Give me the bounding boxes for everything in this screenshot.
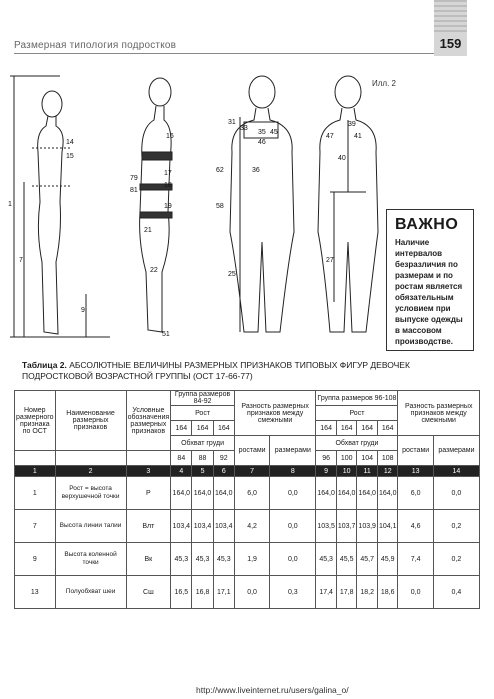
row-name: Полуобхват шеи	[55, 576, 126, 609]
row-value: 18,2	[357, 576, 378, 609]
col-number: 11	[357, 466, 378, 477]
svg-text:36: 36	[252, 167, 260, 174]
row-value: 164,0	[336, 477, 357, 510]
important-title: ВАЖНО	[395, 216, 459, 233]
page-number: 159	[439, 36, 462, 51]
row-value: 103,5	[316, 510, 337, 543]
row-value: 45,5	[336, 543, 357, 576]
svg-text:9: 9	[81, 307, 85, 314]
svg-text:45: 45	[270, 129, 278, 136]
col-header-group1: Группа размеров 84-92	[171, 391, 235, 406]
table-caption-text: АБСОЛЮТНЫЕ ВЕЛИЧИНЫ РАЗМЕРНЫХ ПРИЗНАКОВ ТИПОВЫХ ФИГУР ДЕВОЧЕК ПОДРОСТКОВОЙ ВОЗРАСТНОЙ ГРУППЫ (ОСТ 17-66-77)	[22, 360, 410, 381]
table-row	[15, 543, 480, 576]
row-value: 164,0	[377, 477, 398, 510]
col-number: 4	[171, 466, 192, 477]
row-value: 0,0	[270, 477, 316, 510]
col-number: 6	[213, 466, 234, 477]
svg-text:51: 51	[162, 331, 170, 338]
svg-text:39: 39	[348, 121, 356, 128]
row-value: 1,9	[234, 543, 269, 576]
row-value: 17,8	[336, 576, 357, 609]
row-value: 0,0	[270, 543, 316, 576]
svg-text:7: 7	[19, 257, 23, 264]
row-num: 9	[15, 543, 56, 576]
row-num: 13	[15, 576, 56, 609]
row-value: 0,3	[270, 576, 316, 609]
svg-text:46: 46	[258, 139, 266, 146]
row-value: 0,0	[270, 510, 316, 543]
obh2-value: 104	[357, 451, 378, 466]
row-value: 0,0	[398, 576, 433, 609]
row-name: Высота коленной точки	[55, 543, 126, 576]
svg-text:16: 16	[166, 133, 174, 140]
rost1-value: 164	[171, 421, 192, 436]
table-caption-label: Таблица 2.	[22, 360, 67, 370]
col-number: 8	[270, 466, 316, 477]
row-name: Рост = высота верхушечной точки	[55, 477, 126, 510]
row-value: 7,4	[398, 543, 433, 576]
col-header-razmerami1: размерами	[270, 436, 316, 466]
col-header-obh2: Обхват груди	[316, 436, 398, 451]
svg-text:15: 15	[66, 153, 74, 160]
row-value: 6,0	[234, 477, 269, 510]
page-number-box	[434, 0, 467, 56]
row-value: 164,0	[192, 477, 213, 510]
row-value: 103,4	[192, 510, 213, 543]
svg-text:35: 35	[258, 129, 266, 136]
col-header-rostami1: ростами	[234, 436, 269, 466]
rost2-value: 164	[357, 421, 378, 436]
row-value: 45,3	[192, 543, 213, 576]
rost2-value: 164	[377, 421, 398, 436]
row-num: 7	[15, 510, 56, 543]
row-value: 164,0	[171, 477, 192, 510]
watermark-url: http://www.liveinternet.ru/users/galina_o/	[196, 685, 349, 695]
row-value: 45,7	[357, 543, 378, 576]
col-header-rost2: Рост	[316, 406, 398, 421]
row-name: Высота линии талии	[55, 510, 126, 543]
row-value: 164,0	[316, 477, 337, 510]
svg-text:25: 25	[228, 271, 236, 278]
col-number: 14	[433, 466, 479, 477]
svg-text:22: 22	[150, 267, 158, 274]
rost1-value: 164	[192, 421, 213, 436]
row-value: 17,1	[213, 576, 234, 609]
table-row	[15, 576, 480, 609]
obh1-value: 92	[213, 451, 234, 466]
col-number: 7	[234, 466, 269, 477]
table-row	[15, 477, 480, 510]
row-value: 103,4	[171, 510, 192, 543]
svg-text:21: 21	[144, 227, 152, 234]
col-number: 3	[126, 466, 171, 477]
header-rule	[14, 53, 434, 54]
row-value: 17,4	[316, 576, 337, 609]
row-value: 18,6	[377, 576, 398, 609]
svg-text:79: 79	[130, 175, 138, 182]
obh-spacer	[55, 451, 126, 466]
table-row	[15, 510, 480, 543]
row-value: 45,3	[213, 543, 234, 576]
row-value: 45,3	[316, 543, 337, 576]
svg-text:41: 41	[354, 133, 362, 140]
svg-text:17: 17	[164, 170, 172, 177]
obh-spacer	[126, 451, 171, 466]
svg-text:31: 31	[228, 119, 236, 126]
row-value: 103,7	[336, 510, 357, 543]
svg-text:18: 18	[164, 182, 172, 189]
row-value: 0,4	[433, 576, 479, 609]
obh-spacer	[15, 451, 56, 466]
row-value: 45,3	[171, 543, 192, 576]
col-number: 2	[55, 466, 126, 477]
rost2-value: 164	[336, 421, 357, 436]
figure-illustration	[0, 62, 494, 362]
col-number: 9	[316, 466, 337, 477]
row-value: 0,2	[433, 510, 479, 543]
col-header-razmerami2: размерами	[433, 436, 479, 466]
svg-text:62: 62	[216, 167, 224, 174]
obh1-value: 84	[171, 451, 192, 466]
important-text: Наличие интервалов безразличия по размерам и по ростам является обязательным условием при выпуске одежды в массовом производстве.	[395, 238, 463, 346]
col-header-diff1: Разность размерных признаков между смежными	[234, 391, 315, 436]
obh2-value: 108	[377, 451, 398, 466]
svg-text:19: 19	[164, 203, 172, 210]
svg-text:81: 81	[130, 187, 138, 194]
svg-text:1: 1	[8, 201, 12, 208]
obh2-value: 100	[336, 451, 357, 466]
page-tab-stripes	[434, 0, 467, 34]
svg-text:27: 27	[326, 257, 334, 264]
running-title: Размерная типология подростков	[14, 40, 177, 51]
row-sym: Влт	[126, 510, 171, 543]
row-value: 104,1	[377, 510, 398, 543]
obh2-value: 96	[316, 451, 337, 466]
row-value: 6,0	[398, 477, 433, 510]
col-header-rost1: Рост	[171, 406, 235, 421]
col-number: 1	[15, 466, 56, 477]
row-value: 4,2	[234, 510, 269, 543]
col-header-obh1: Обхват груди	[171, 436, 235, 451]
row-value: 0,0	[433, 477, 479, 510]
row-value: 16,5	[171, 576, 192, 609]
col-number: 12	[377, 466, 398, 477]
row-value: 16,8	[192, 576, 213, 609]
svg-text:14: 14	[66, 139, 74, 146]
svg-text:58: 58	[216, 203, 224, 210]
col-number: 10	[336, 466, 357, 477]
row-value: 45,9	[377, 543, 398, 576]
col-header-name: Наименование размерных признаков	[55, 391, 126, 451]
col-header-num: Номер размерного признака по ОСТ	[15, 391, 56, 451]
row-num: 1	[15, 477, 56, 510]
row-value: 164,0	[357, 477, 378, 510]
table-caption	[22, 360, 482, 382]
svg-text:40: 40	[338, 155, 346, 162]
figure-label: Илл. 2	[372, 79, 396, 88]
row-sym: Р	[126, 477, 171, 510]
page-header	[0, 0, 494, 60]
col-header-diff2: Разность размерных признаков между смежными	[398, 391, 480, 436]
important-note-box	[386, 209, 474, 351]
svg-text:33: 33	[240, 125, 248, 132]
col-header-rostami2: ростами	[398, 436, 433, 466]
size-table	[14, 390, 480, 609]
row-value: 4,6	[398, 510, 433, 543]
col-number: 13	[398, 466, 433, 477]
col-header-sym: Условные обозначения размерных признаков	[126, 391, 171, 451]
row-value: 103,9	[357, 510, 378, 543]
rost2-value: 164	[316, 421, 337, 436]
obh1-value: 88	[192, 451, 213, 466]
rost1-value: 164	[213, 421, 234, 436]
row-value: 0,0	[234, 576, 269, 609]
row-value: 0,2	[433, 543, 479, 576]
table-header-row-1	[15, 391, 480, 406]
col-header-group2: Группа размеров 96-108	[316, 391, 398, 406]
column-number-row	[15, 466, 480, 477]
row-value: 103,4	[213, 510, 234, 543]
svg-text:47: 47	[326, 133, 334, 140]
row-sym: Сш	[126, 576, 171, 609]
col-number: 5	[192, 466, 213, 477]
row-value: 164,0	[213, 477, 234, 510]
row-sym: Вк	[126, 543, 171, 576]
